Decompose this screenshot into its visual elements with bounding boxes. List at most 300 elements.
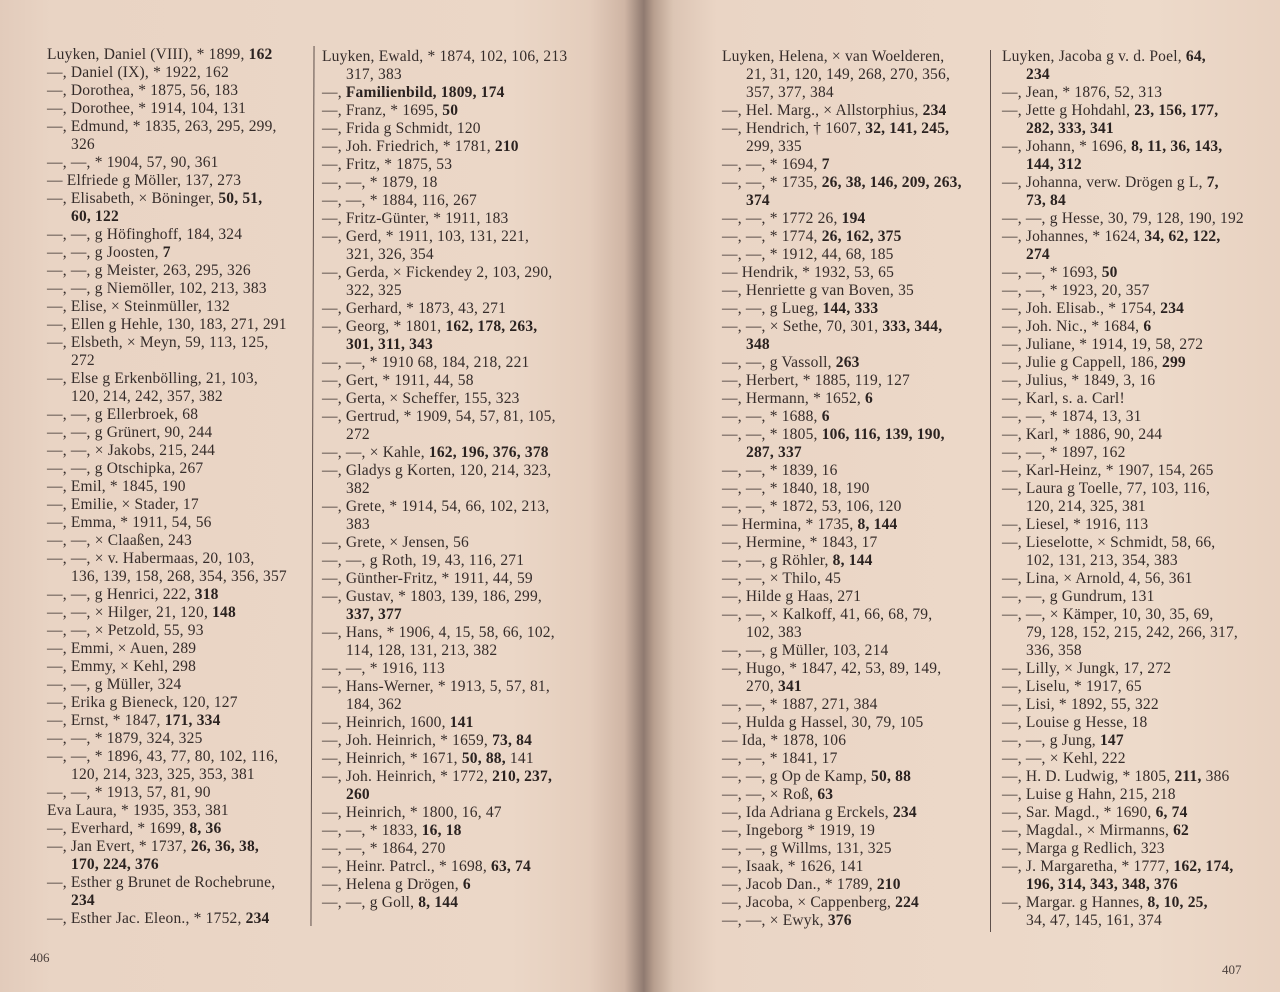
entry-text: —, Karl, s. a. Carl! [1002, 390, 1125, 407]
page-reference-bold: 26, 162, 375 [821, 228, 902, 245]
index-entry [1002, 444, 1277, 462]
column-divider [990, 50, 991, 932]
entry-text: —, —, × Petzold, 55, 93 [47, 622, 204, 639]
index-entry [322, 714, 622, 732]
index-entry [1002, 894, 1277, 912]
index-entry [722, 732, 984, 750]
entry-text: 120, 214, 325, 381 [1026, 498, 1146, 515]
index-entry [1002, 354, 1277, 372]
index-entry [1002, 804, 1277, 822]
page-reference-bold: 141 [449, 714, 474, 731]
index-entry [322, 840, 622, 858]
entry-text: —, Elsbeth, × Meyn, 59, 113, 125, [47, 334, 269, 351]
page-reference-bold: 7 [821, 156, 830, 173]
index-entry [47, 712, 309, 730]
entry-text: —, Hugo, * 1847, 42, 53, 89, 149, [722, 660, 942, 677]
index-entry [322, 822, 622, 840]
index-entry [47, 244, 309, 262]
entry-text: —, Joh. Heinrich, * 1659, [322, 732, 493, 749]
index-entry [322, 750, 622, 768]
entry-text: —, Julius, * 1849, 3, 16 [1002, 372, 1156, 389]
entry-text: —, Gerda, × Fickendey 2, 103, 290, [322, 264, 553, 281]
entry-text: —, Fritz-Günter, * 1911, 183 [322, 210, 509, 227]
index-entry [1002, 228, 1277, 246]
entry-text: —, Karl-Heinz, * 1907, 154, 265 [1002, 462, 1214, 479]
page-reference-bold: 6 [1143, 318, 1152, 335]
entry-text: 386 [1201, 768, 1230, 785]
index-entry [322, 390, 622, 408]
entry-text: —, Sar. Magd., * 1690, [1002, 804, 1156, 821]
entry-text: —, Henriette g van Boven, 35 [722, 282, 914, 299]
index-entry [1002, 174, 1277, 192]
index-entry [47, 298, 309, 316]
entry-text: —, Heinr. Patrcl., * 1698, [322, 858, 491, 875]
index-entry [722, 84, 984, 102]
index-entry [322, 246, 622, 264]
entry-text: —, Grete, × Jensen, 56 [322, 534, 470, 551]
index-entry [722, 228, 984, 246]
page-reference-bold: 263 [835, 354, 860, 371]
index-entry [322, 516, 622, 534]
index-entry [47, 262, 309, 280]
index-entry [47, 496, 309, 514]
index-entry [722, 516, 984, 534]
page-reference-bold: 6 [462, 876, 471, 893]
entry-text: — Hermina, * 1735, [722, 516, 858, 533]
entry-text: 382 [346, 480, 370, 497]
entry-text: —, —, * 1884, 116, 267 [322, 192, 477, 209]
index-entry [722, 678, 984, 696]
entry-text: —, Hermann, * 1652, [722, 390, 866, 407]
index-entry [722, 876, 984, 894]
index-entry [322, 102, 622, 120]
index-entry [1002, 480, 1277, 498]
entry-text: 336, 358 [1026, 642, 1082, 659]
entry-text: —, Lisi, * 1892, 55, 322 [1002, 696, 1159, 713]
index-entry [1002, 138, 1277, 156]
index-entry [722, 354, 984, 372]
entry-text: —, —, * 1916, 113 [322, 660, 445, 677]
index-entry [1002, 588, 1277, 606]
entry-text: —, Jacoba, × Cappenberg, [722, 894, 896, 911]
entry-text: —, Liesel, * 1916, 113 [1002, 516, 1149, 533]
entry-text: —, Ellen g Hehle, 130, 183, 271, 291 [47, 316, 287, 333]
index-entry [722, 174, 984, 192]
entry-text: —, —, × Kahle, [322, 444, 429, 461]
page-reference-bold: 60, 122 [71, 208, 119, 225]
index-entry [322, 372, 622, 390]
index-entry [1002, 768, 1277, 786]
entry-text: —, —, g Op de Kamp, [722, 768, 872, 785]
entry-text: —, —, × Sethe, 70, 301, [722, 318, 883, 335]
index-entry [1002, 318, 1277, 336]
index-entry [47, 118, 309, 136]
index-entry [47, 784, 309, 802]
entry-text: —, —, × Kalkoff, 41, 66, 68, 79, [722, 606, 933, 623]
page-reference-bold: 73, 84 [492, 732, 533, 749]
page-reference-bold: 148 [212, 604, 236, 621]
entry-text: —, Marga g Redlich, 323 [1002, 840, 1165, 857]
index-entry [722, 318, 984, 336]
index-entry [722, 390, 984, 408]
index-entry [722, 642, 984, 660]
entry-text: —, Magdal., × Mirmanns, [1002, 822, 1174, 839]
entry-text: —, Johann, * 1696, [1002, 138, 1132, 155]
index-entry [322, 120, 622, 138]
index-entry [1002, 264, 1277, 282]
entry-text: 272 [71, 352, 95, 369]
right-page-column-2 [1002, 48, 1277, 930]
index-entry [322, 606, 622, 624]
page-reference-bold: 32, 141, 245, [865, 120, 950, 137]
entry-text: —, Gert, * 1911, 44, 58 [322, 372, 474, 389]
page-reference-bold: 282, 333, 341 [1026, 120, 1114, 137]
entry-text: —, Joh. Friedrich, * 1781, [322, 138, 495, 155]
page-reference-bold: 341 [778, 678, 802, 695]
index-entry [47, 892, 309, 910]
index-entry [47, 424, 309, 442]
page-reference-bold: 234 [892, 804, 917, 821]
entry-text: —, Gerhard, * 1873, 43, 271 [322, 300, 507, 317]
entry-text: — Hendrik, * 1932, 53, 65 [722, 264, 895, 281]
page-reference-bold: 224 [895, 894, 920, 911]
page-reference-bold: 8, 36 [189, 820, 222, 837]
entry-text: 321, 326, 354 [346, 246, 434, 263]
page-reference-bold: 337, 377 [346, 606, 402, 623]
entry-text: —, Gerta, × Scheffer, 155, 323 [322, 390, 520, 407]
index-entry [47, 208, 309, 226]
index-entry [722, 552, 984, 570]
index-entry [322, 642, 622, 660]
entry-text: —, Esther Jac. Eleon., * 1752, [47, 910, 246, 927]
index-entry [322, 894, 622, 912]
index-entry [722, 534, 984, 552]
entry-text: —, —, g Roth, 19, 43, 116, 271 [322, 552, 525, 569]
entry-text: —, Hermine, * 1843, 17 [722, 534, 878, 551]
page-reference-bold: 234 [1026, 66, 1050, 83]
index-entry [722, 570, 984, 588]
index-entry [722, 282, 984, 300]
page-reference-bold: 170, 224, 376 [71, 856, 159, 873]
index-entry [722, 408, 984, 426]
page-reference-bold: 6 [821, 408, 830, 425]
index-entry [722, 48, 984, 66]
entry-text: —, Georg, * 1801, [322, 318, 446, 335]
entry-text: —, Gustav, * 1803, 139, 186, 299, [322, 588, 543, 605]
entry-text: —, Margar. g Hannes, [1002, 894, 1148, 911]
index-entry [722, 192, 984, 210]
index-entry [47, 64, 309, 82]
entry-text: 136, 139, 158, 268, 354, 356, 357 [71, 568, 287, 585]
page-reference-bold: 23, 156, 177, [1134, 102, 1219, 119]
entry-text: —, —, * 1840, 18, 190 [722, 480, 870, 497]
index-entry [322, 354, 622, 372]
index-entry [722, 714, 984, 732]
index-entry [722, 300, 984, 318]
index-entry [1002, 750, 1277, 768]
page-reference-bold: 274 [1026, 246, 1050, 263]
index-entry [1002, 606, 1277, 624]
entry-text: —, Erika g Bieneck, 120, 127 [47, 694, 238, 711]
index-entry [1002, 246, 1277, 264]
index-entry [322, 678, 622, 696]
entry-text: —, —, * 1839, 16 [722, 462, 838, 479]
entry-text: —, Emilie, × Stader, 17 [47, 496, 199, 513]
index-entry [322, 408, 622, 426]
page-reference-bold: 26, 38, 146, 209, 263, [821, 174, 962, 191]
entry-text: —, —, g Grünert, 90, 244 [47, 424, 213, 441]
index-entry [722, 606, 984, 624]
page-reference-bold: 162, 174, [1173, 858, 1234, 875]
index-entry [47, 226, 309, 244]
index-entry [322, 552, 622, 570]
index-entry [1002, 696, 1277, 714]
entry-text: —, —, * 1912, 44, 68, 185 [722, 246, 894, 263]
index-entry [322, 282, 622, 300]
column-divider [310, 46, 314, 926]
entry-text: —, —, × Claaßen, 243 [47, 532, 192, 549]
page-reference-bold: 50, 51, [218, 190, 263, 207]
entry-text: —, —, g Vassoll, [722, 354, 836, 371]
entry-text: —, Dorothea, * 1875, 56, 183 [47, 82, 239, 99]
index-entry [722, 894, 984, 912]
index-entry [322, 300, 622, 318]
entry-text: —, —, * 1923, 20, 357 [1002, 282, 1150, 299]
index-entry [47, 100, 309, 118]
index-entry [1002, 336, 1277, 354]
entry-text: —, Jette g Hohdahl, [1002, 102, 1135, 119]
index-entry [722, 822, 984, 840]
index-entry [47, 46, 309, 64]
index-entry [1002, 390, 1277, 408]
index-entry [47, 874, 309, 892]
index-entry [722, 120, 984, 138]
right-page-column-1 [722, 48, 984, 930]
index-entry [47, 802, 309, 820]
entry-text: —, Lina, × Arnold, 4, 56, 361 [1002, 570, 1193, 587]
entry-text: —, —, g Meister, 263, 295, 326 [47, 262, 251, 279]
entry-text: 120, 214, 242, 357, 382 [71, 388, 223, 405]
entry-text: —, H. D. Ludwig, * 1805, [1002, 768, 1175, 785]
index-entry [722, 786, 984, 804]
index-entry [47, 370, 309, 388]
index-entry [322, 804, 622, 822]
entry-text: —, Louise g Hesse, 18 [1002, 714, 1148, 731]
page-reference-bold: 62 [1173, 822, 1190, 839]
index-entry [1002, 552, 1277, 570]
entry-text: —, —, * 1897, 162 [1002, 444, 1126, 461]
entry-text: —, —, * 1910 68, 184, 218, 221 [322, 354, 530, 371]
entry-text: —, Karl, * 1886, 90, 244 [1002, 426, 1163, 443]
page-reference-bold: 210, 237, [492, 768, 553, 785]
entry-text: —, Liselu, * 1917, 65 [1002, 678, 1142, 695]
entry-text: Eva Laura, * 1935, 353, 381 [47, 802, 229, 819]
entry-text: —, Heinrich, 1600, [322, 714, 450, 731]
index-entry [722, 246, 984, 264]
index-entry [322, 318, 622, 336]
entry-text: —, Daniel (IX), * 1922, 162 [47, 64, 229, 81]
entry-text: —, —, * 1694, [722, 156, 822, 173]
index-entry [322, 732, 622, 750]
page-reference-bold: 8, 144 [418, 894, 459, 911]
entry-text: —, —, * 1833, [322, 822, 422, 839]
entry-text: —, Gertrud, * 1909, 54, 57, 81, 105, [322, 408, 556, 425]
index-entry [322, 210, 622, 228]
index-entry [722, 768, 984, 786]
index-entry [722, 660, 984, 678]
index-entry [1002, 300, 1277, 318]
entry-text: 270, [746, 678, 778, 695]
page-reference-bold: 210 [494, 138, 519, 155]
index-entry [322, 156, 622, 174]
entry-text: 272 [346, 426, 370, 443]
page-reference-bold: 194 [841, 210, 866, 227]
entry-text: —, Gerd, * 1911, 103, 131, 221, [322, 228, 530, 245]
entry-text: 79, 128, 152, 215, 242, 266, 317, [1026, 624, 1238, 641]
entry-text: —, Esther g Brunet de Rochebrune, [47, 874, 276, 891]
index-entry [47, 586, 309, 604]
entry-text: —, —, * 1879, 324, 325 [47, 730, 203, 747]
entry-text: —, —, * 1805, [722, 426, 822, 443]
index-entry [322, 444, 622, 462]
index-entry [322, 858, 622, 876]
page-reference-bold: 6 [865, 390, 873, 407]
entry-text: —, Frida g Schmidt, 120 [322, 120, 481, 137]
page-reference-bold: 196, 314, 343, 348, 376 [1026, 876, 1178, 893]
page-reference-bold: 50 [1101, 264, 1118, 281]
entry-text: —, [322, 84, 346, 101]
entry-text: —, —, * 1693, [1002, 264, 1102, 281]
page-reference-bold: 6, 74 [1155, 804, 1188, 821]
page-reference-bold: 260 [346, 786, 370, 803]
page-reference-bold: 210 [876, 876, 901, 893]
entry-text: —, Heinrich, * 1671, [322, 750, 462, 767]
index-entry [47, 280, 309, 298]
entry-text: —, —, * 1774, [722, 228, 822, 245]
entry-text: 299, 335 [746, 138, 802, 155]
index-entry [1002, 48, 1277, 66]
entry-text: —, Gladys g Korten, 120, 214, 323, [322, 462, 552, 479]
index-entry [322, 192, 622, 210]
index-entry [1002, 408, 1277, 426]
index-entry [322, 426, 622, 444]
page-reference-bold: 162 [248, 46, 273, 63]
page-reference-bold: 144, 333 [822, 300, 879, 317]
index-entry [1002, 102, 1277, 120]
page-reference-bold: 64, [1185, 48, 1206, 65]
entry-text: —, Hel. Marg., × Allstorphius, [722, 102, 923, 119]
index-entry [47, 460, 309, 478]
entry-text: —, —, g Hesse, 30, 79, 128, 190, 192 [1002, 210, 1244, 227]
index-entry [1002, 570, 1277, 588]
entry-text: 383 [346, 516, 370, 533]
entry-text: —, Edmund, * 1835, 263, 295, 299, [47, 118, 277, 135]
entry-text: —, —, × Kämper, 10, 30, 35, 69, [1002, 606, 1214, 623]
index-entry [1002, 156, 1277, 174]
page-reference-bold: 318 [194, 586, 219, 603]
entry-text: —, Ernst, * 1847, [47, 712, 165, 729]
page-reference-bold: 16, 18 [421, 822, 462, 839]
entry-text: —, Hans, * 1906, 4, 15, 58, 66, 102, [322, 624, 555, 641]
index-entry [722, 444, 984, 462]
index-entry [1002, 498, 1277, 516]
page-reference-bold: 106, 116, 139, 190, [821, 426, 945, 443]
entry-text: —, Emmi, × Auen, 289 [47, 640, 197, 657]
index-entry [322, 264, 622, 282]
page-reference-bold: 162, 178, 263, [445, 318, 538, 335]
entry-text: —, Emil, * 1845, 190 [47, 478, 186, 495]
index-entry [47, 568, 309, 586]
page-reference-bold: 144, 312 [1026, 156, 1082, 173]
entry-text: —, —, * 1872, 53, 106, 120 [722, 498, 902, 515]
index-entry [322, 534, 622, 552]
page-reference-bold: 63 [817, 786, 834, 803]
entry-text: —, Else g Erkenbölling, 21, 103, [47, 370, 258, 387]
index-entry [47, 694, 309, 712]
index-entry [47, 820, 309, 838]
entry-text: —, —, × Thilo, 45 [722, 570, 842, 587]
index-entry [722, 138, 984, 156]
entry-text: —, —, * 1904, 57, 90, 361 [47, 154, 219, 171]
entry-text: —, Juliane, * 1914, 19, 58, 272 [1002, 336, 1204, 353]
index-entry [722, 210, 984, 228]
index-entry [1002, 678, 1277, 696]
entry-text: —, Everhard, * 1699, [47, 820, 190, 837]
page-reference-bold: 301, 311, 343 [346, 336, 433, 353]
index-entry [47, 172, 309, 190]
index-entry [47, 514, 309, 532]
entry-text: —, Lieselotte, × Schmidt, 58, 66, [1002, 534, 1216, 551]
index-entry [722, 336, 984, 354]
index-entry [47, 154, 309, 172]
entry-text: —, —, * 1841, 17 [722, 750, 838, 767]
entry-text: —, —, × Jakobs, 215, 244 [47, 442, 216, 459]
index-entry [322, 138, 622, 156]
entry-text: —, —, * 1887, 271, 384 [722, 696, 878, 713]
left-page-column-1 [47, 46, 309, 928]
entry-text: —, Joh. Heinrich, * 1772, [322, 768, 493, 785]
index-entry [722, 498, 984, 516]
entry-text: —, J. Margaretha, * 1777, [1002, 858, 1174, 875]
index-entry [1002, 426, 1277, 444]
index-entry [722, 480, 984, 498]
index-entry [722, 588, 984, 606]
page-reference-bold: 374 [746, 192, 770, 209]
entry-text: —, Laura g Toelle, 77, 103, 116, [1002, 480, 1211, 497]
entry-text: — Elfriede g Möller, 137, 273 [47, 172, 242, 189]
index-entry [722, 912, 984, 930]
entry-text: —, Joh. Nic., * 1684, [1002, 318, 1144, 335]
entry-text: —, —, g Höfinghoff, 184, 324 [47, 226, 243, 243]
index-entry [47, 910, 309, 928]
index-entry [722, 750, 984, 768]
entry-text: —, Luise g Hahn, 215, 218 [1002, 786, 1176, 803]
index-entry [47, 640, 309, 658]
index-entry [322, 480, 622, 498]
entry-text: —, Herbert, * 1885, 119, 127 [722, 372, 910, 389]
index-entry [1002, 534, 1277, 552]
page-reference-bold: 162, 196, 376, 378 [428, 444, 549, 461]
index-entry [322, 498, 622, 516]
entry-text: Luyken, Jacoba g v. d. Poel, [1002, 48, 1186, 65]
entry-text: —, Elise, × Steinmüller, 132 [47, 298, 230, 315]
index-entry [322, 768, 622, 786]
page-reference-bold: 147 [1099, 732, 1124, 749]
index-entry [1002, 642, 1277, 660]
page-reference-bold: 8, 144 [857, 516, 898, 533]
index-entry [1002, 84, 1277, 102]
entry-text: —, —, × Roß, [722, 786, 818, 803]
